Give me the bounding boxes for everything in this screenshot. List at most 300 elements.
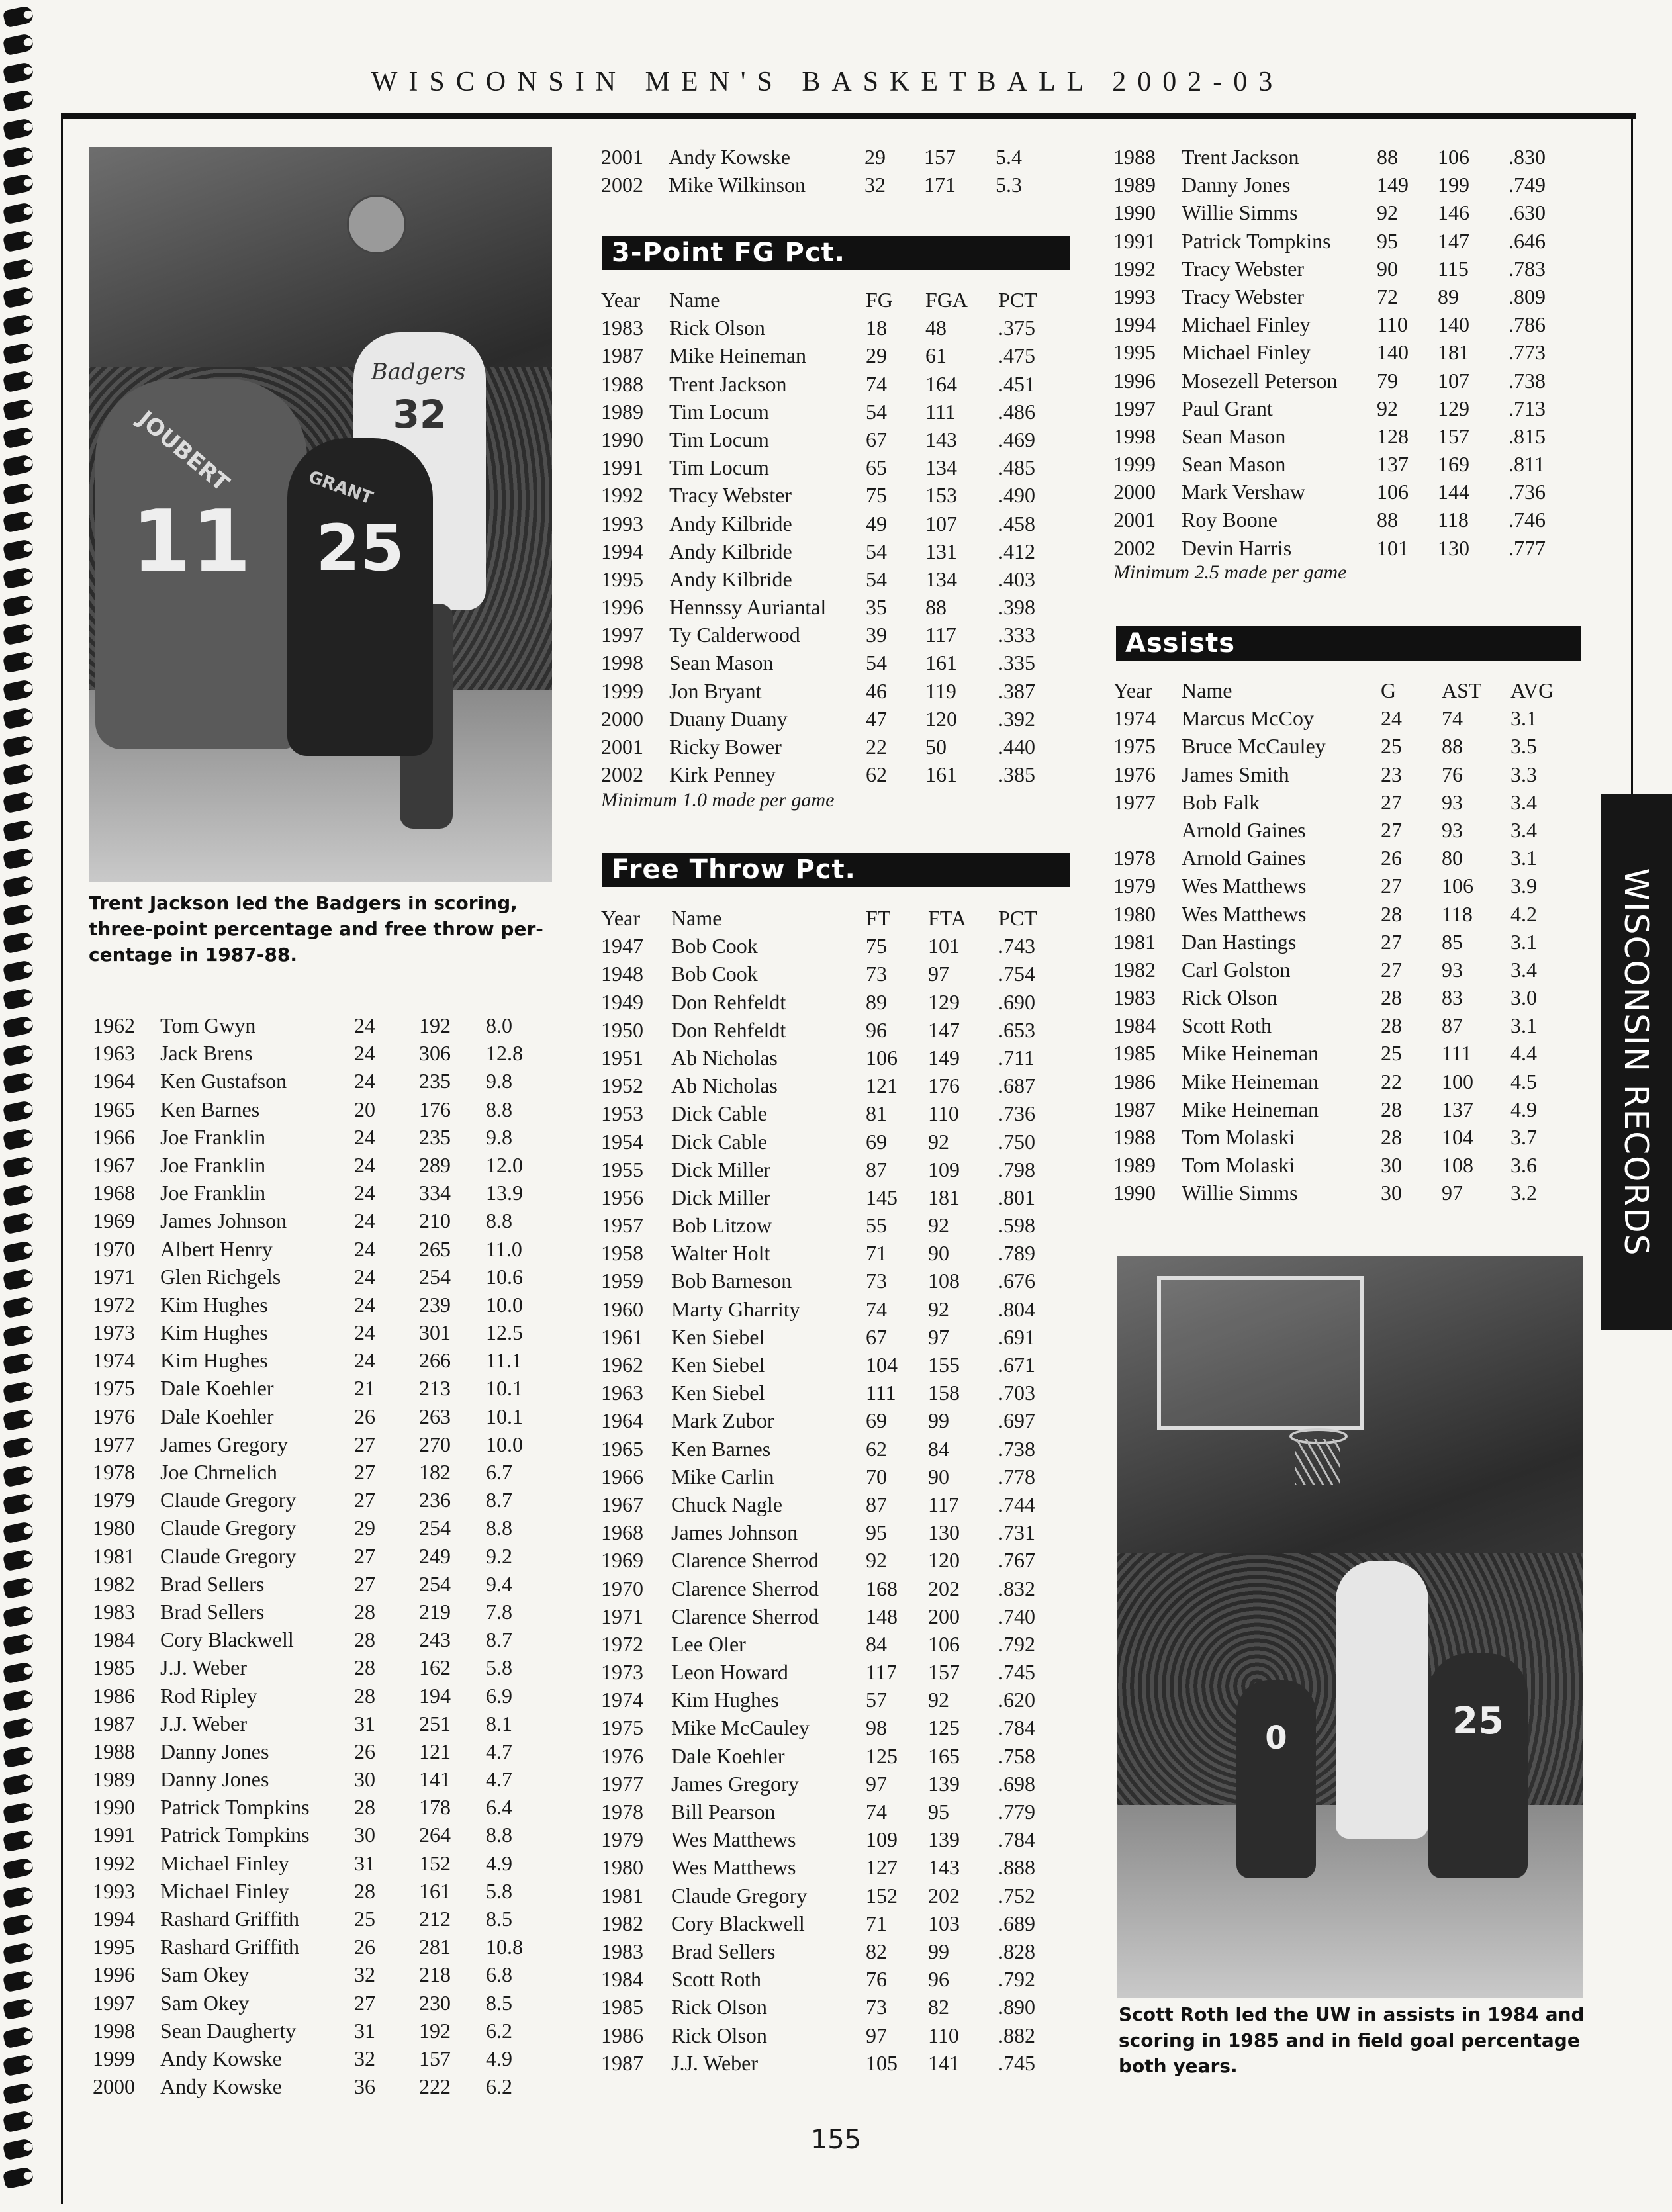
cell-stat-a: 97 xyxy=(866,2023,887,2047)
spiral-ring xyxy=(3,483,34,506)
cell-stat-a: 117 xyxy=(866,1660,897,1684)
cell-stat-a: 62 xyxy=(866,1436,887,1461)
cell-stat-a: 57 xyxy=(866,1688,887,1712)
cell-stat-c: .392 xyxy=(998,706,1035,731)
cell-stat-b: 143 xyxy=(928,1855,960,1880)
cell-name: Rashard Griffith xyxy=(160,1935,300,1959)
cell-stat-c: .752 xyxy=(998,1883,1035,1908)
cell-stat-c: 8.7 xyxy=(486,1628,512,1652)
cell-stat-c: 9.2 xyxy=(486,1544,512,1568)
cell-stat-c: .779 xyxy=(998,1800,1035,1823)
cell-year: 1962 xyxy=(601,1353,643,1377)
cell-stat-b: 178 xyxy=(419,1795,451,1820)
cell-stat-a: 24 xyxy=(354,1292,375,1316)
cell-stat-b: 92 xyxy=(928,1688,949,1712)
cell-stat-b: 149 xyxy=(928,1045,960,1070)
cell-stat-b: 117 xyxy=(928,1492,959,1516)
cell-stat-b: 143 xyxy=(925,427,957,451)
cell-stat-c: .738 xyxy=(998,1436,1035,1461)
cell-name: J.J. Weber xyxy=(160,1655,248,1680)
cell-name: Arnold Gaines xyxy=(1182,817,1306,842)
cell-name: Dan Hastings xyxy=(1182,929,1297,954)
cell-name: Devin Harris xyxy=(1182,535,1292,560)
spiral-ring xyxy=(3,1970,34,1993)
cell-year: 1985 xyxy=(601,1995,643,2019)
cell-name: Tom Molaski xyxy=(1182,1125,1295,1149)
cell-name: Kirk Penney xyxy=(669,762,776,787)
cell-stat-b: 270 xyxy=(419,1432,451,1456)
cell-year: 1999 xyxy=(1113,452,1156,477)
cell-name: Ty Calderwood xyxy=(669,623,800,647)
cell-stat-b: 218 xyxy=(419,1962,451,1987)
cell-stat-c: 8.8 xyxy=(486,1823,512,1847)
cell-name: Mike Heineman xyxy=(1182,1041,1319,1066)
spiral-ring xyxy=(3,1380,34,1403)
cell-stat-b: 108 xyxy=(928,1269,960,1293)
spiral-ring xyxy=(3,538,34,561)
spiral-ring xyxy=(3,735,34,758)
cell-stat-c: 5.3 xyxy=(996,173,1022,197)
cell-stat-c: .690 xyxy=(998,990,1035,1014)
cell-year: 1997 xyxy=(93,1990,135,2015)
cell-stat-a: 29 xyxy=(354,1516,375,1540)
cell-stat-a: 27 xyxy=(1381,874,1402,898)
cell-stat-c: .671 xyxy=(998,1353,1035,1377)
cell-name: Tom Gwyn xyxy=(160,1013,256,1037)
cell-year: 1970 xyxy=(601,1576,643,1600)
cell-year: 1974 xyxy=(601,1688,643,1712)
cell-stat-c: .440 xyxy=(998,735,1035,759)
jersey-name-grant: GRANT xyxy=(305,467,376,509)
spiral-ring xyxy=(3,567,34,590)
cell-name: Tracy Webster xyxy=(669,483,792,508)
cell-year: 1973 xyxy=(93,1320,135,1345)
cell-stat-c: .486 xyxy=(998,399,1035,424)
cell-year: 1963 xyxy=(601,1381,643,1405)
cell-stat-a: 54 xyxy=(866,651,887,675)
cell-name: Mark Vershaw xyxy=(1182,480,1305,504)
cell-stat-a: 28 xyxy=(354,1655,375,1680)
cell-stat-c: 13.9 xyxy=(486,1181,523,1205)
cell-name: Cory Blackwell xyxy=(671,1911,805,1935)
section-header-assists: Assists xyxy=(1116,626,1581,661)
cell-name: Lee Oler xyxy=(671,1632,746,1656)
cell-name: Ken Siebel xyxy=(671,1324,765,1349)
cell-name: Danny Jones xyxy=(1182,173,1291,197)
cell-stat-b: 80 xyxy=(1442,846,1463,870)
jersey-number-11: 11 xyxy=(131,491,252,592)
cell-name: Mike Heineman xyxy=(669,344,807,368)
cell-stat-a: 27 xyxy=(354,1488,375,1512)
cell-name: Arnold Gaines xyxy=(1182,846,1306,870)
cell-year: 1947 xyxy=(601,934,643,958)
cell-stat-a: 39 xyxy=(866,623,887,647)
cell-name: Jack Brens xyxy=(160,1041,253,1066)
cell-year: 1952 xyxy=(601,1074,643,1098)
spiral-ring xyxy=(3,1436,34,1459)
cell-year: 1958 xyxy=(601,1241,643,1266)
defender-left-figure xyxy=(95,379,307,749)
cell-stat-b: 265 xyxy=(419,1236,451,1261)
spiral-ring xyxy=(3,2166,34,2189)
cell-name: Danny Jones xyxy=(160,1767,269,1792)
right-frame-rule xyxy=(1631,119,1633,821)
cell-year: 1983 xyxy=(93,1599,135,1624)
cell-stat-b: 161 xyxy=(419,1878,451,1903)
cell-year: 1998 xyxy=(93,2018,135,2043)
cell-stat-c: 4.7 xyxy=(486,1767,512,1792)
column-header-stat-b: AST xyxy=(1442,678,1482,702)
cell-stat-c: .335 xyxy=(998,651,1035,675)
cell-name: Michael Finley xyxy=(1182,312,1311,337)
cell-stat-b: 263 xyxy=(419,1404,451,1428)
cell-year: 1953 xyxy=(601,1101,643,1126)
cell-year: 1996 xyxy=(1113,368,1156,392)
cell-stat-b: 87 xyxy=(1442,1013,1463,1038)
cell-stat-b: 121 xyxy=(419,1739,451,1763)
cell-stat-c: .745 xyxy=(998,2051,1035,2075)
cell-name: Mike McCauley xyxy=(671,1716,810,1740)
cell-name: Bob Cook xyxy=(671,934,758,958)
cell-stat-a: 69 xyxy=(866,1129,887,1154)
cell-stat-a: 24 xyxy=(354,1320,375,1345)
cell-year: 2002 xyxy=(601,762,643,787)
cell-name: Mike Wilkinson xyxy=(669,173,806,197)
spiral-ring xyxy=(3,1577,34,1600)
cell-year: 1981 xyxy=(601,1883,643,1908)
cell-name: Leon Howard xyxy=(671,1660,788,1684)
cell-stat-b: 97 xyxy=(928,1324,949,1349)
cell-stat-b: 146 xyxy=(1438,201,1469,225)
cell-name: Wes Matthews xyxy=(1182,901,1307,926)
cell-stat-c: 4.7 xyxy=(486,1739,512,1763)
cell-stat-b: 107 xyxy=(1438,368,1469,392)
cell-stat-b: 130 xyxy=(928,1520,960,1545)
cell-stat-a: 24 xyxy=(354,1236,375,1261)
spiral-ring xyxy=(3,1156,34,1179)
cell-stat-b: 61 xyxy=(925,344,947,368)
cell-stat-a: 81 xyxy=(866,1101,887,1126)
cell-stat-b: 194 xyxy=(419,1683,451,1708)
cell-stat-a: 26 xyxy=(354,1739,375,1763)
cell-stat-c: 8.7 xyxy=(486,1488,512,1512)
column-header-stat-c: PCT xyxy=(998,288,1037,312)
photo-trent-jackson xyxy=(89,147,552,882)
cell-stat-b: 334 xyxy=(419,1181,451,1205)
cell-stat-b: 144 xyxy=(1438,480,1469,504)
spiral-ring xyxy=(3,1605,34,1628)
cell-year: 1963 xyxy=(93,1041,135,1066)
cell-stat-b: 129 xyxy=(928,990,960,1014)
cell-year: 1977 xyxy=(601,1771,643,1796)
cell-stat-b: 182 xyxy=(419,1460,451,1484)
net-shape xyxy=(1295,1439,1340,1485)
cell-stat-a: 22 xyxy=(866,735,887,759)
cell-stat-a: 28 xyxy=(354,1795,375,1820)
spiral-ring xyxy=(3,1661,34,1684)
cell-name: Joe Chrnelich xyxy=(160,1460,277,1484)
cell-name: Tim Locum xyxy=(669,427,769,451)
spiral-ring xyxy=(3,1493,34,1516)
cell-stat-a: 128 xyxy=(1377,424,1409,448)
cell-year: 1992 xyxy=(1113,256,1156,281)
cell-year: 1961 xyxy=(601,1324,643,1349)
cell-name: Scott Roth xyxy=(1182,1013,1272,1038)
cell-stat-b: 254 xyxy=(419,1571,451,1596)
cell-year: 1974 xyxy=(93,1348,135,1373)
cell-stat-b: 192 xyxy=(419,1013,451,1037)
cell-stat-a: 106 xyxy=(866,1045,898,1070)
spiral-ring xyxy=(3,62,34,85)
spiral-ring xyxy=(3,202,34,225)
cell-stat-c: 4.9 xyxy=(486,1851,512,1875)
cell-stat-b: 84 xyxy=(928,1436,949,1461)
cell-stat-b: 192 xyxy=(419,2018,451,2043)
cell-name: Don Rehfeldt xyxy=(671,990,786,1014)
defender-left-figure xyxy=(1236,1680,1316,1878)
cell-stat-c: .773 xyxy=(1509,340,1546,365)
cell-name: Wes Matthews xyxy=(1182,874,1307,898)
cell-name: Clarence Sherrod xyxy=(671,1604,819,1628)
spiral-ring xyxy=(3,763,34,786)
cell-year: 1979 xyxy=(1113,874,1156,898)
cell-name: Michael Finley xyxy=(1182,340,1311,365)
spiral-ring xyxy=(3,678,34,702)
cell-stat-a: 92 xyxy=(1377,201,1398,225)
spiral-ring xyxy=(3,623,34,646)
cell-stat-b: 176 xyxy=(419,1097,451,1121)
cell-year: 1995 xyxy=(601,567,643,591)
cell-year: 1989 xyxy=(1113,173,1156,197)
caption-line: Scott Roth led the UW in assists in 1984 and xyxy=(1119,2004,1585,2025)
cell-stat-b: 111 xyxy=(1442,1041,1472,1066)
cell-stat-a: 27 xyxy=(1381,817,1402,842)
cell-stat-a: 31 xyxy=(354,1711,375,1735)
cell-name: Claude Gregory xyxy=(160,1544,297,1568)
cell-stat-a: 27 xyxy=(1381,957,1402,982)
cell-stat-a: 54 xyxy=(866,567,887,591)
cell-stat-b: 162 xyxy=(419,1655,451,1680)
cell-year: 1999 xyxy=(601,678,643,703)
cell-name: Kim Hughes xyxy=(160,1348,268,1373)
cell-stat-b: 199 xyxy=(1438,173,1469,197)
cell-year: 1956 xyxy=(601,1185,643,1209)
cell-stat-c: .703 xyxy=(998,1381,1035,1405)
cell-year: 2000 xyxy=(1113,480,1156,504)
spiral-ring xyxy=(3,707,34,730)
cell-stat-a: 24 xyxy=(354,1069,375,1093)
cell-year: 1989 xyxy=(93,1767,135,1792)
cell-stat-a: 28 xyxy=(1381,986,1402,1010)
cell-stat-c: 3.4 xyxy=(1510,790,1537,814)
cell-stat-a: 30 xyxy=(354,1767,375,1792)
spiral-ring xyxy=(3,1745,34,1769)
cell-name: James Gregory xyxy=(671,1771,799,1796)
cell-stat-a: 67 xyxy=(866,1324,887,1349)
cell-stat-a: 87 xyxy=(866,1157,887,1181)
cell-stat-c: .828 xyxy=(998,1939,1035,1963)
cell-stat-a: 74 xyxy=(866,371,887,396)
spiral-ring xyxy=(3,2054,34,2077)
cell-stat-c: 9.8 xyxy=(486,1125,512,1149)
spiral-ring xyxy=(3,1549,34,1572)
cell-name: Brad Sellers xyxy=(160,1571,265,1596)
cell-name: Rick Olson xyxy=(1182,986,1277,1010)
defender-right-figure xyxy=(1428,1653,1528,1878)
spiral-ring xyxy=(3,398,34,421)
cell-name: Andy Kilbride xyxy=(669,511,792,535)
spiral-ring xyxy=(3,2110,34,2133)
cell-name: Rick Olson xyxy=(669,316,765,340)
cell-stat-b: 100 xyxy=(1442,1069,1473,1093)
cell-stat-b: 289 xyxy=(419,1152,451,1177)
cell-stat-c: .458 xyxy=(998,511,1035,535)
cell-stat-a: 148 xyxy=(866,1604,898,1628)
page-number: 155 xyxy=(810,2125,862,2155)
cell-year: 2001 xyxy=(601,735,643,759)
cell-stat-c: .778 xyxy=(998,1464,1035,1489)
cell-year: 1972 xyxy=(93,1292,135,1316)
cell-stat-a: 54 xyxy=(866,539,887,563)
cell-stat-a: 110 xyxy=(1377,312,1408,337)
cell-stat-c: 10.8 xyxy=(486,1935,523,1959)
cell-stat-c: .792 xyxy=(998,1967,1035,1992)
spiral-ring xyxy=(3,1689,34,1712)
cell-stat-a: 23 xyxy=(1381,762,1402,786)
cell-stat-c: 12.0 xyxy=(486,1152,523,1177)
spiral-ring xyxy=(3,2138,34,2161)
cell-stat-b: 147 xyxy=(928,1017,960,1042)
cell-year: 1997 xyxy=(1113,396,1156,420)
cell-stat-b: 239 xyxy=(419,1292,451,1316)
spiral-ring xyxy=(3,791,34,814)
cell-stat-b: 153 xyxy=(925,483,957,508)
cell-stat-c: .746 xyxy=(1509,508,1546,532)
cell-stat-c: 4.9 xyxy=(486,2046,512,2070)
cell-year: 1988 xyxy=(601,371,643,396)
cell-stat-b: 97 xyxy=(928,962,949,986)
cell-year: 1990 xyxy=(93,1795,135,1820)
cell-stat-a: 49 xyxy=(866,511,887,535)
cell-stat-a: 27 xyxy=(354,1460,375,1484)
cell-stat-a: 82 xyxy=(866,1939,887,1963)
cell-year: 1964 xyxy=(601,1408,643,1433)
cell-stat-c: .697 xyxy=(998,1408,1035,1433)
cell-name: Rashard Griffith xyxy=(160,1907,300,1931)
cell-stat-c: .744 xyxy=(998,1492,1035,1516)
cell-name: Clarence Sherrod xyxy=(671,1548,819,1573)
cell-stat-b: 212 xyxy=(419,1907,451,1931)
cell-stat-c: .620 xyxy=(998,1688,1035,1712)
jersey-number-25: 25 xyxy=(1452,1700,1504,1743)
cell-name: Rod Ripley xyxy=(160,1683,257,1708)
cell-stat-b: 210 xyxy=(419,1209,451,1233)
cell-stat-b: 106 xyxy=(1438,145,1469,169)
cell-name: Danny Jones xyxy=(160,1739,269,1763)
cell-stat-b: 202 xyxy=(928,1883,960,1908)
spiral-ring xyxy=(3,426,34,449)
cell-stat-a: 140 xyxy=(1377,340,1409,365)
cell-stat-c: 3.4 xyxy=(1510,957,1537,982)
cell-stat-a: 105 xyxy=(866,2051,898,2075)
cell-stat-c: .749 xyxy=(1509,173,1546,197)
cell-name: Ken Gustafson xyxy=(160,1069,287,1093)
cell-name: Kim Hughes xyxy=(160,1292,268,1316)
cell-stat-c: .485 xyxy=(998,455,1035,480)
cell-stat-b: 109 xyxy=(928,1157,960,1181)
cell-stat-b: 90 xyxy=(928,1241,949,1266)
spiral-ring xyxy=(3,1465,34,1488)
cell-stat-c: 8.0 xyxy=(486,1013,512,1037)
cell-stat-c: .767 xyxy=(998,1548,1035,1573)
jersey-number-32: 32 xyxy=(393,392,447,437)
cell-stat-c: 7.8 xyxy=(486,1599,512,1624)
cell-stat-a: 87 xyxy=(866,1492,887,1516)
cell-stat-a: 25 xyxy=(1381,734,1402,759)
cell-stat-b: 134 xyxy=(925,567,957,591)
cell-stat-c: .754 xyxy=(998,962,1035,986)
cell-stat-c: 3.1 xyxy=(1510,706,1537,731)
cell-name: Ab Nicholas xyxy=(671,1074,778,1098)
cell-year: 1982 xyxy=(601,1911,643,1935)
cell-stat-c: .811 xyxy=(1509,452,1545,477)
spiral-ring xyxy=(3,1857,34,1880)
cell-stat-c: .711 xyxy=(998,1045,1035,1070)
spiral-ring xyxy=(3,173,34,197)
cell-stat-c: .809 xyxy=(1509,284,1546,308)
spiral-ring xyxy=(3,1044,34,1067)
cell-name: Brad Sellers xyxy=(160,1599,265,1624)
cell-year: 1977 xyxy=(1113,790,1156,814)
cell-stat-a: 31 xyxy=(354,2018,375,2043)
caption-trent-jackson xyxy=(89,890,552,968)
spiral-ring xyxy=(3,651,34,674)
spiral-ring xyxy=(3,1829,34,1853)
cell-year: 1997 xyxy=(601,623,643,647)
cell-stat-b: 48 xyxy=(925,316,947,340)
cell-year: 1960 xyxy=(601,1297,643,1321)
cell-stat-a: 111 xyxy=(866,1381,896,1405)
cell-name: Tracy Webster xyxy=(1182,256,1304,281)
cell-stat-b: 88 xyxy=(925,595,947,620)
cell-year: 1969 xyxy=(93,1209,135,1233)
cell-year: 1993 xyxy=(601,511,643,535)
cell-stat-a: 71 xyxy=(866,1241,887,1266)
spiral-ring xyxy=(3,1212,34,1235)
cell-stat-a: 30 xyxy=(354,1823,375,1847)
cell-year: 1973 xyxy=(601,1660,643,1684)
cell-stat-b: 50 xyxy=(925,735,947,759)
spiral-ring xyxy=(3,1240,34,1263)
three-point-note: Minimum 1.0 made per game xyxy=(601,789,835,811)
cell-stat-c: 8.5 xyxy=(486,1990,512,2015)
cell-stat-c: .798 xyxy=(998,1157,1035,1181)
cell-year: 1957 xyxy=(601,1213,643,1238)
cell-name: Walter Holt xyxy=(671,1241,770,1266)
cell-name: Ab Nicholas xyxy=(671,1045,778,1070)
cell-stat-c: 5.8 xyxy=(486,1878,512,1903)
jersey-name-joubert: JOUBERT xyxy=(132,406,234,497)
cell-stat-c: 4.9 xyxy=(1510,1097,1537,1121)
cell-stat-c: 3.6 xyxy=(1510,1153,1537,1177)
cell-name: Andy Kowske xyxy=(669,145,790,169)
cell-year: 1987 xyxy=(93,1711,135,1735)
cell-name: Sean Daugherty xyxy=(160,2018,297,2043)
cell-name: Claude Gregory xyxy=(160,1516,297,1540)
cell-name: Mike Heineman xyxy=(1182,1069,1319,1093)
cell-name: Glen Richgels xyxy=(160,1264,281,1289)
cell-name: Albert Henry xyxy=(160,1236,273,1261)
